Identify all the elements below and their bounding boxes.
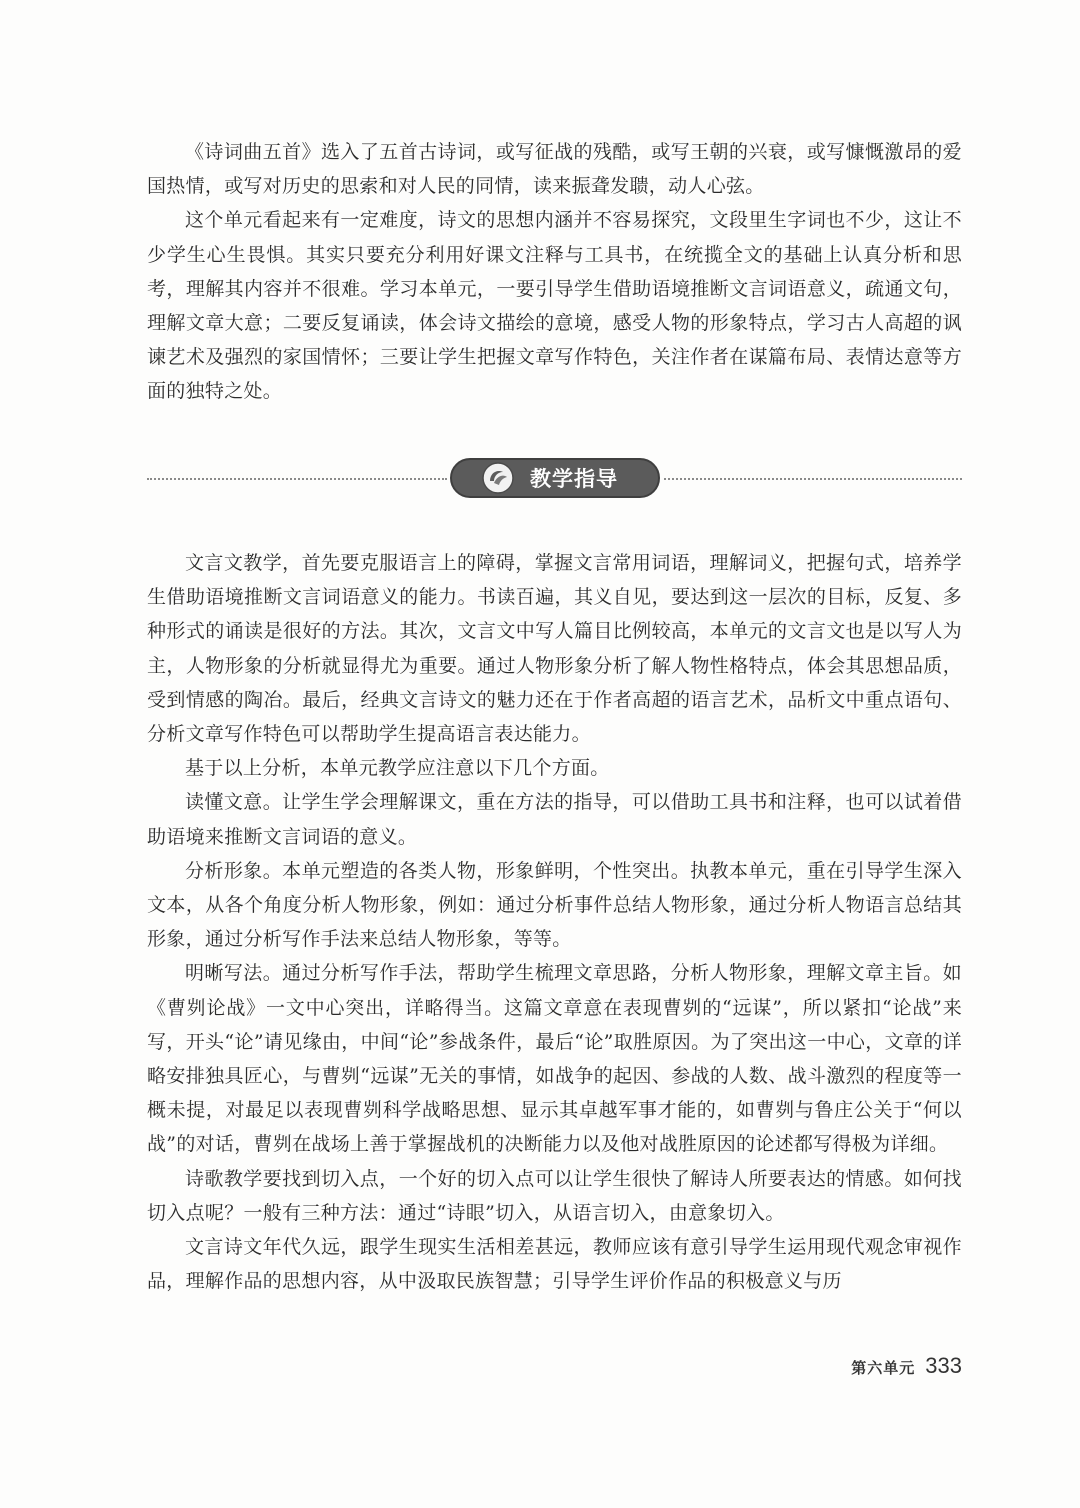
guidance-paragraph: 文言诗文年代久远，跟学生现实生活相差甚远，教师应该有意引导学生运用现代观念审视作品，理解作品的思想内容，从中汲取民族智慧；引导学生评价作品的积极意义与历 [147, 1236, 962, 1293]
intro-section [147, 135, 962, 409]
guidance-paragraph: 读懂文意。让学生学会理解课文，重在方法的指导，可以借助工具书和注释，也可以试着借助语境来推断文言词语的意义。 [147, 791, 962, 848]
unit-label: 第六单元 [851, 1359, 916, 1377]
guidance-badge-icon [478, 458, 518, 498]
intro-paragraph: 这个单元看起来有一定难度，诗文的思想内涵并不容易探究，文段里生字词也不少，这让不少学生心生畏惧。其实只要充分利用好课文注释与工具书，在统揽全文的基础上认真分析和思考，理解其内容并不很难。学习本单元，一要引导学生借助语境推断文言词语意义，疏通文句，理解文章大意；二要反复诵读，体会诗文描绘的意境，感受人物的形象特点，学习古人高超的讽谏艺术及强烈的家国情怀；三要让学生把握文章写作特色，关注作者在谋篇布局、表情达意等方面的独特之处。 [147, 209, 962, 403]
guidance-section [147, 546, 962, 1298]
page-footer [851, 1353, 962, 1379]
dotted-divider-right [664, 478, 962, 480]
section-header [147, 457, 962, 501]
guidance-paragraph: 明晰写法。通过分析写作手法，帮助学生梳理文章思路，分析人物形象，理解文章主旨。如《曹刿论战》一文中心突出，详略得当。这篇文章意在表现曹刿的“远谋”，所以紧扣“论战”来写，开头“论”请见缘由，中间“论”参战条件，最后“论”取胜原因。为了突出这一中心，文章的详略安排独具匠心，与曹刿“远谋”无关的事情，如战争的起因、参战的人数、战斗激烈的程度等一概未提，对最足以表现曹刿科学战略思想、显示其卓越军事才能的，如曹刿与鲁庄公关于“何以战”的对话，曹刿在战场上善于掌握战机的决断能力以及他对战胜原因的论述都写得极为详细。 [147, 962, 962, 1156]
guidance-paragraph: 文言文教学，首先要克服语言上的障碍，掌握文言常用词语，理解词义，把握句式，培养学生借助语境推断文言词语意义的能力。书读百遍，其义自见，要达到这一层次的目标，反复、多种形式的诵读是很好的方法。其次，文言文中写人篇目比例较高，本单元的文言文也是以写人为主，人物形象的分析就显得尤为重要。通过人物形象分析了解人物性格特点，体会其思想品质，受到情感的陶冶。最后，经典文言诗文的魅力还在于作者高超的语言艺术，品析文中重点语句、分析文章写作特色可以帮助学生提高语言表达能力。 [147, 552, 962, 746]
page-number: 333 [925, 1353, 962, 1378]
guidance-paragraph: 分析形象。本单元塑造的各类人物，形象鲜明，个性突出。执教本单元，重在引导学生深入文本，从各个角度分析人物形象，例如：通过分析事件总结人物形象，通过分析人物语言总结其形象，通过分析写作手法来总结人物形象，等等。 [147, 859, 962, 951]
section-title-pill [450, 458, 660, 498]
guidance-paragraph: 诗歌教学要找到切入点，一个好的切入点可以让学生很快了解诗人所要表达的情感。如何找切入点呢？一般有三种方法：通过“诗眼”切入，从语言切入，由意象切入。 [147, 1167, 962, 1224]
guidance-paragraph: 基于以上分析，本单元教学应注意以下几个方面。 [185, 757, 610, 780]
section-title: 教学指导 [530, 467, 618, 491]
dotted-divider-left [147, 478, 447, 480]
intro-paragraph: 《诗词曲五首》选入了五首古诗词，或写征战的残酷，或写王朝的兴衰，或写慷慨激昂的爱国热情，或写对历史的思索和对人民的同情，读来振聋发聩，动人心弦。 [147, 141, 962, 198]
